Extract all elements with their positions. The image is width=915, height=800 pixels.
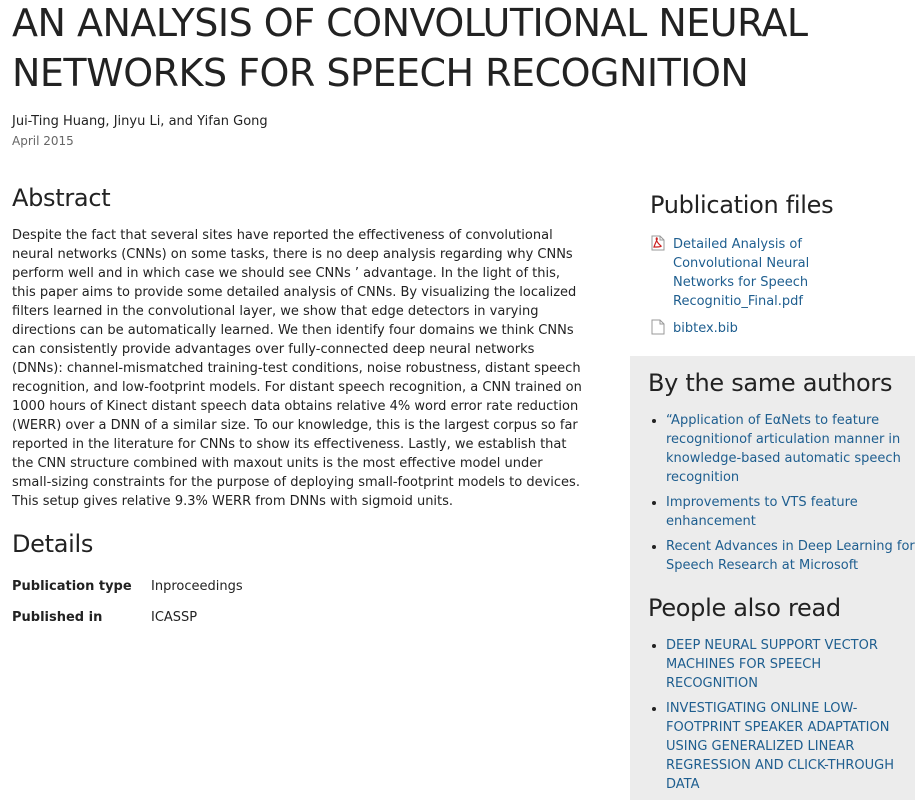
text-file-icon (650, 319, 664, 335)
details-heading: Details (12, 530, 94, 558)
details-key: Published in (12, 610, 103, 625)
also-read-heading: People also read (648, 594, 841, 622)
same-authors-heading: By the same authors (648, 369, 893, 397)
list-item (666, 699, 915, 794)
list-item (666, 537, 915, 575)
file-link-pdf[interactable]: Detailed Analysis of Convolutional Neural Networks for Speech Recognitio_Final.pdf (673, 237, 810, 309)
file-item-pdf[interactable] (650, 235, 820, 311)
file-item-bib[interactable] (650, 319, 820, 339)
same-authors-link[interactable]: Recent Advances in Deep Learning for Speech Research at Microsoft (666, 539, 915, 573)
publication-date: April 2015 (12, 134, 74, 148)
details-row-publication-type (12, 579, 243, 594)
list-item (666, 493, 915, 531)
same-authors-link[interactable]: “Application of EαNets to feature recognitionof articulation manner in knowledge-based automatic speech recognition (666, 413, 901, 485)
same-authors-link[interactable]: Improvements to VTS feature enhancement (666, 495, 858, 529)
details-row-published-in (12, 610, 197, 625)
page-title: AN ANALYSIS OF CONVOLUTIONAL NEURAL NETWORKS FOR SPEECH RECOGNITION (12, 1, 808, 95)
details-value: ICASSP (151, 610, 198, 625)
abstract-text: Despite the fact that several sites have reported the effectiveness of convolutional neural networks (CNNs) on some tasks, there is no deep analysis regarding why CNNs perform well and in which case we should see CNNs ’ advantage. In the light of this, this paper aims to provide some detailed analysis of CNNs. By visualizing the localized filters learned in the convolutional layer, we show that edge detectors in varying directions can be automatically learned. We then identify four domains we think CNNs can consistently provide advantages over fully-connected deep neural networks (DNNs): channel-mismatched training-test conditions, noise robustness, distant speech recognition, and low-footprint models. For distant speech recognition, a CNN trained on 1000 hours of Kinect distant speech data obtains relative 4% word error rate reduction (WERR) over a DNN of a similar size. To our knowledge, this is the largest corpus so far reported in the literature for CNNs to show its effectiveness. Lastly, we establish that the CNN structure combined with maxout units is the most effective model under small-sizing constraints for the purpose of deploying small-footprint models to devices. This setup gives relative 9.3% WERR from DNNs with sigmoid units. (12, 228, 582, 509)
same-authors-list (648, 411, 915, 581)
details-value: Inproceedings (151, 579, 243, 594)
authors: Jui-Ting Huang, Jinyu Li, and Yifan Gong (12, 114, 268, 129)
file-link-bib[interactable]: bibtex.bib (673, 321, 738, 336)
publication-files-heading: Publication files (650, 191, 834, 219)
also-read-list (648, 636, 915, 800)
also-read-link[interactable]: INVESTIGATING ONLINE LOW-FOOTPRINT SPEAKER ADAPTATION USING GENERALIZED LINEAR REGRESSION AND CLICK-THROUGH DATA (666, 701, 894, 792)
list-item (666, 411, 915, 487)
details-key: Publication type (12, 579, 132, 594)
list-item (666, 636, 915, 693)
pdf-file-icon (650, 235, 664, 251)
abstract-heading: Abstract (12, 184, 111, 212)
also-read-link[interactable]: DEEP NEURAL SUPPORT VECTOR MACHINES FOR SPEECH RECOGNITION (666, 638, 878, 691)
